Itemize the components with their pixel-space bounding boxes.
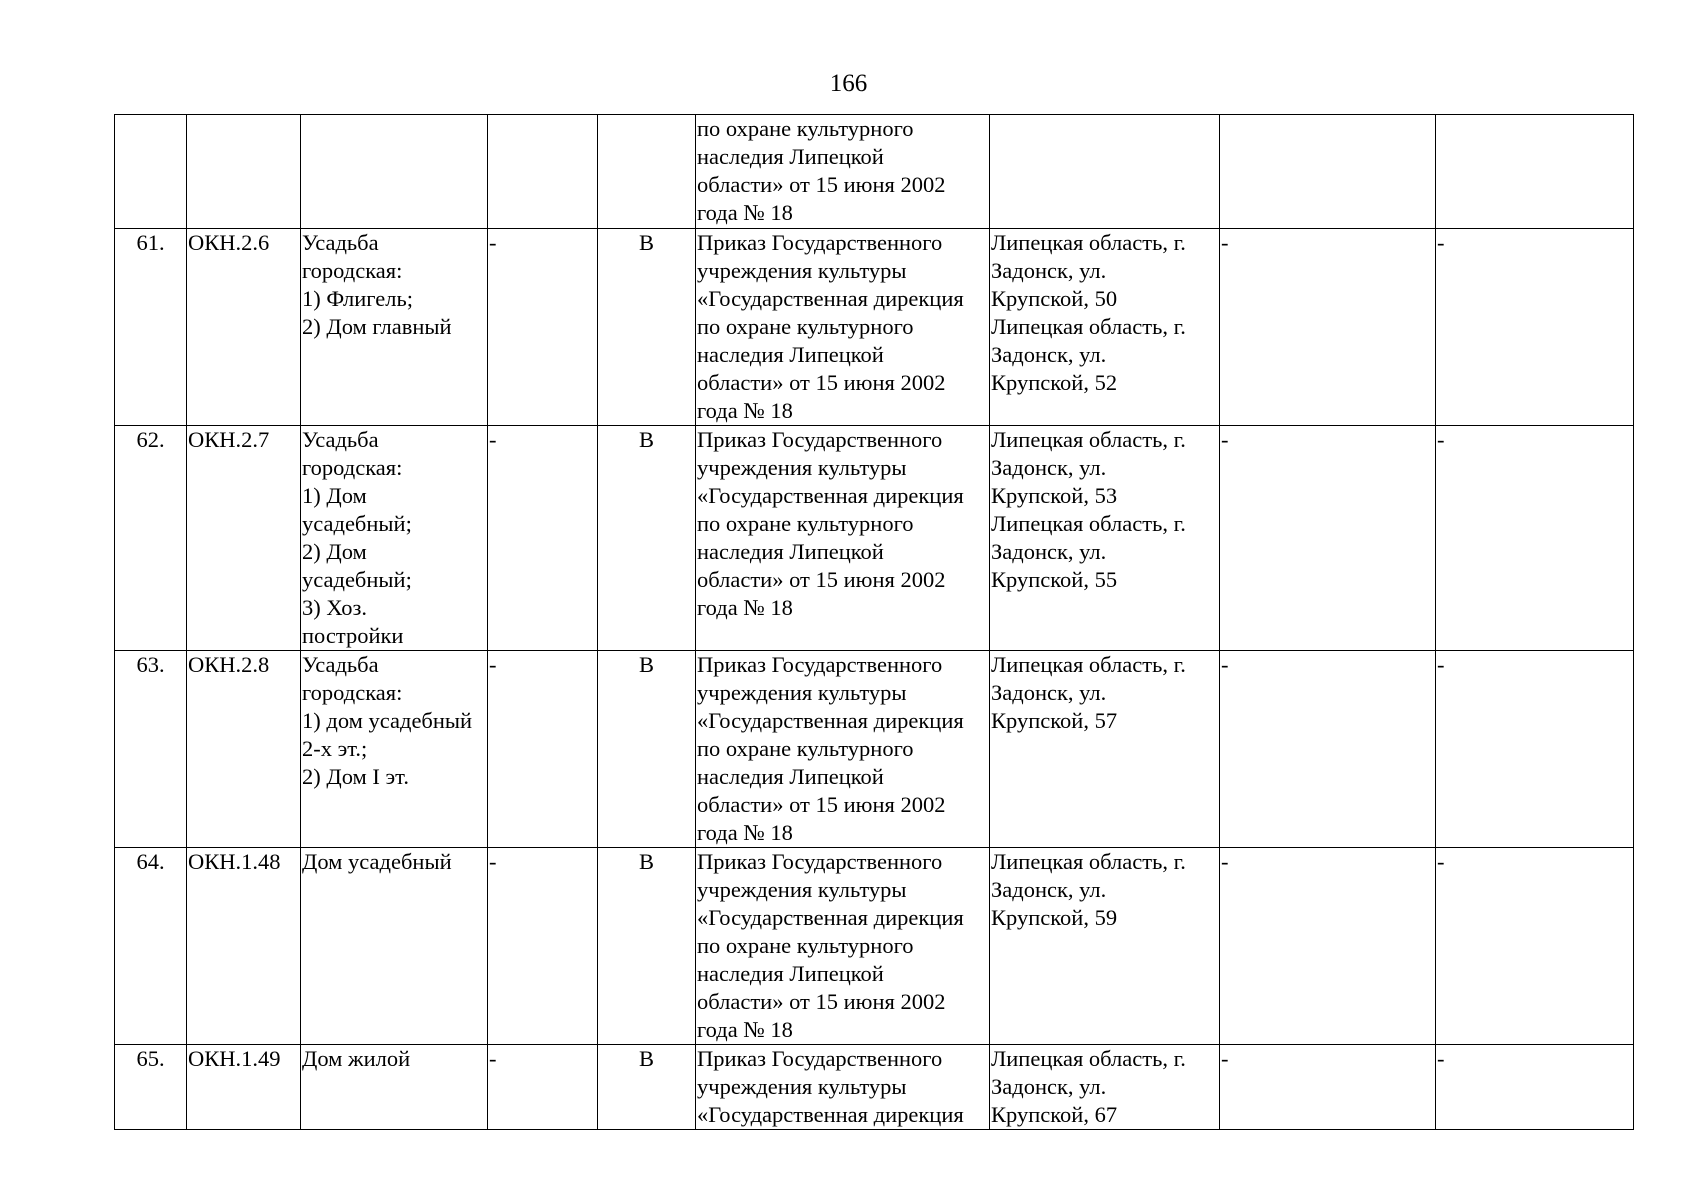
category-cell: В <box>598 651 696 848</box>
column-4-cell: - <box>488 1045 598 1130</box>
address-cell <box>990 115 1220 229</box>
row-number-cell: 62. <box>115 426 187 651</box>
column-4-cell <box>488 115 598 229</box>
document-cell: Приказ Государственного учреждения культуры «Государственная дирекция по охране культурного наследия Липецкой области» от 15 июня 2002 года № 18 <box>696 229 990 426</box>
document-cell: Приказ Государственного учреждения культуры «Государственная дирекция по охране культурного наследия Липецкой области» от 15 июня 2002 года № 18 <box>696 426 990 651</box>
column-8-cell: - <box>1220 848 1436 1045</box>
address-cell: Липецкая область, г. Задонск, ул. Крупской, 57 <box>990 651 1220 848</box>
object-name-cell <box>301 115 488 229</box>
address-cell: Липецкая область, г. Задонск, ул. Крупской, 50 Липецкая область, г. Задонск, ул. Крупской, 52 <box>990 229 1220 426</box>
category-cell: В <box>598 848 696 1045</box>
table-row <box>115 651 1634 848</box>
object-name-cell: Усадьба городская: 1) Флигель; 2) Дом главный <box>301 229 488 426</box>
row-number-cell: 65. <box>115 1045 187 1130</box>
document-cell: Приказ Государственного учреждения культуры «Государственная дирекция <box>696 1045 990 1130</box>
address-cell: Липецкая область, г. Задонск, ул. Крупской, 59 <box>990 848 1220 1045</box>
column-8-cell <box>1220 115 1436 229</box>
column-9-cell: - <box>1436 848 1634 1045</box>
address-cell: Липецкая область, г. Задонск, ул. Крупской, 67 <box>990 1045 1220 1130</box>
object-code-cell: ОКН.2.8 <box>187 651 301 848</box>
category-cell: В <box>598 426 696 651</box>
column-4-cell: - <box>488 426 598 651</box>
address-cell: Липецкая область, г. Задонск, ул. Крупской, 53 Липецкая область, г. Задонск, ул. Крупской, 55 <box>990 426 1220 651</box>
column-9-cell: - <box>1436 651 1634 848</box>
column-4-cell: - <box>488 848 598 1045</box>
column-9-cell <box>1436 115 1634 229</box>
column-8-cell: - <box>1220 229 1436 426</box>
row-number-cell <box>115 115 187 229</box>
heritage-objects-table <box>114 114 1634 1130</box>
object-name-cell: Усадьба городская: 1) Дом усадебный; 2) Дом усадебный; 3) Хоз. постройки <box>301 426 488 651</box>
document-cell: Приказ Государственного учреждения культуры «Государственная дирекция по охране культурного наследия Липецкой области» от 15 июня 2002 года № 18 <box>696 848 990 1045</box>
column-9-cell: - <box>1436 1045 1634 1130</box>
column-8-cell: - <box>1220 426 1436 651</box>
column-4-cell: - <box>488 229 598 426</box>
object-name-cell: Дом жилой <box>301 1045 488 1130</box>
category-cell <box>598 115 696 229</box>
table-row <box>115 1045 1634 1130</box>
row-number-cell: 64. <box>115 848 187 1045</box>
document-cell: Приказ Государственного учреждения культуры «Государственная дирекция по охране культурного наследия Липецкой области» от 15 июня 2002 года № 18 <box>696 651 990 848</box>
column-9-cell: - <box>1436 229 1634 426</box>
object-code-cell: ОКН.1.48 <box>187 848 301 1045</box>
table-row <box>115 115 1634 229</box>
row-number-cell: 61. <box>115 229 187 426</box>
page-number: 166 <box>829 70 868 97</box>
object-name-cell: Усадьба городская: 1) дом усадебный 2-х эт.; 2) Дом I эт. <box>301 651 488 848</box>
object-code-cell: ОКН.2.7 <box>187 426 301 651</box>
object-name-cell: Дом усадебный <box>301 848 488 1045</box>
document-cell: по охране культурного наследия Липецкой области» от 15 июня 2002 года № 18 <box>696 115 990 229</box>
object-code-cell <box>187 115 301 229</box>
category-cell: В <box>598 1045 696 1130</box>
column-8-cell: - <box>1220 651 1436 848</box>
object-code-cell: ОКН.2.6 <box>187 229 301 426</box>
object-code-cell: ОКН.1.49 <box>187 1045 301 1130</box>
column-9-cell: - <box>1436 426 1634 651</box>
category-cell: В <box>598 229 696 426</box>
column-4-cell: - <box>488 651 598 848</box>
table-row <box>115 426 1634 651</box>
table-row <box>115 848 1634 1045</box>
table-row <box>115 229 1634 426</box>
column-8-cell: - <box>1220 1045 1436 1130</box>
row-number-cell: 63. <box>115 651 187 848</box>
